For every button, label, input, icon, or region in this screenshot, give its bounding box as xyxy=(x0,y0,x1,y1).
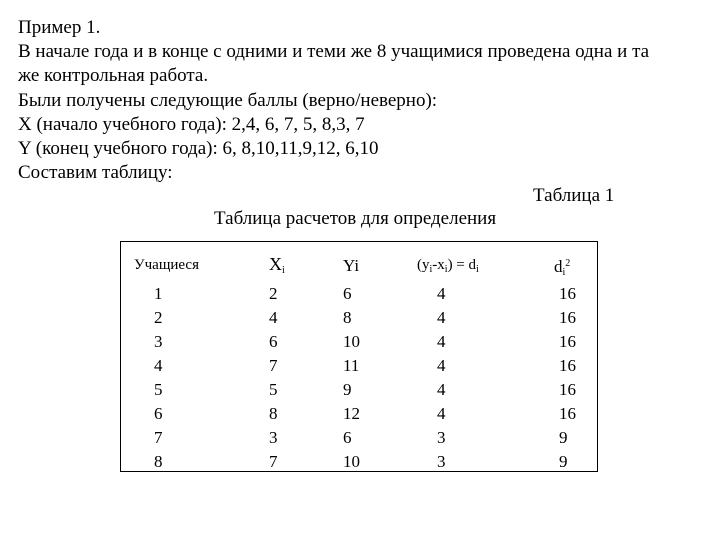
problem-line: Составим таблицу: xyxy=(18,162,173,184)
cell-y: 6 xyxy=(343,428,352,447)
cell-student: 2 xyxy=(154,308,163,327)
cell-x: 8 xyxy=(269,404,278,423)
cell-d-squared: 9 xyxy=(559,452,568,471)
header-d-squared: $d_i^2$ xyxy=(554,257,571,278)
cell-d: 4 xyxy=(437,284,446,303)
problem-line: В начале года и в конце с одними и теми же 8 учащимися проведена одна и та xyxy=(18,41,650,63)
cell-d-squared: 16 xyxy=(559,356,576,375)
problem-line: Были получены следующие баллы (верно/неверно): xyxy=(18,89,438,111)
cell-d-squared: 16 xyxy=(559,332,576,351)
cell-d-squared: 16 xyxy=(559,284,576,303)
cell-d: 4 xyxy=(437,404,446,423)
cell-x: 5 xyxy=(269,380,278,399)
example-heading: Пример 1. xyxy=(18,17,101,38)
cell-x: 7 xyxy=(269,356,278,375)
results-table xyxy=(120,241,598,472)
cell-student: 5 xyxy=(154,380,163,399)
cell-x: 6 xyxy=(269,332,278,351)
intro-text xyxy=(18,16,708,185)
cell-d: 4 xyxy=(437,380,446,399)
cell-d: 4 xyxy=(437,308,446,327)
cell-d-squared: 16 xyxy=(559,404,576,423)
cell-student: 7 xyxy=(154,428,163,447)
cell-d: 3 xyxy=(437,452,446,471)
cell-y: 10 xyxy=(343,452,360,471)
cell-y: 10 xyxy=(343,332,360,351)
problem-line: же контрольная работа. xyxy=(18,65,209,87)
table-caption: Таблица 1 xyxy=(533,185,615,206)
cell-y: 9 xyxy=(343,380,352,399)
x-scores-line: X (начало учебного года): 2,4, 6, 7, 5, 8,3, 7 xyxy=(18,113,365,135)
cell-x: 4 xyxy=(269,308,278,327)
cell-d: 3 xyxy=(437,428,446,447)
table-title: Таблица расчетов для определения xyxy=(214,208,497,229)
cell-student: 8 xyxy=(154,452,163,471)
header-y: Yi xyxy=(343,256,360,275)
cell-student: 4 xyxy=(154,356,163,375)
cell-y: 12 xyxy=(343,404,360,423)
cell-d: 4 xyxy=(437,332,446,351)
cell-x: 2 xyxy=(269,284,278,303)
cell-x: 3 xyxy=(269,428,278,447)
cell-y: 11 xyxy=(343,356,360,375)
cell-student: 6 xyxy=(154,404,163,423)
header-student: Учащиеся xyxy=(134,257,199,273)
header-x: $X_i$ xyxy=(269,254,285,276)
cell-d: 4 xyxy=(437,356,446,375)
cell-d-squared: 16 xyxy=(559,380,576,399)
header-difference: $(y_i-x_i) = d_i$ xyxy=(417,257,479,275)
cell-d-squared: 9 xyxy=(559,428,568,447)
cell-y: 8 xyxy=(343,308,352,327)
cell-d-squared: 16 xyxy=(559,308,576,327)
cell-y: 6 xyxy=(343,284,352,303)
y-scores-line: Y (конец учебного года): 6, 8,10,11,9,12, 6,10 xyxy=(18,138,379,160)
cell-student: 1 xyxy=(154,284,163,303)
cell-student: 3 xyxy=(154,332,163,351)
cell-x: 7 xyxy=(269,452,278,471)
